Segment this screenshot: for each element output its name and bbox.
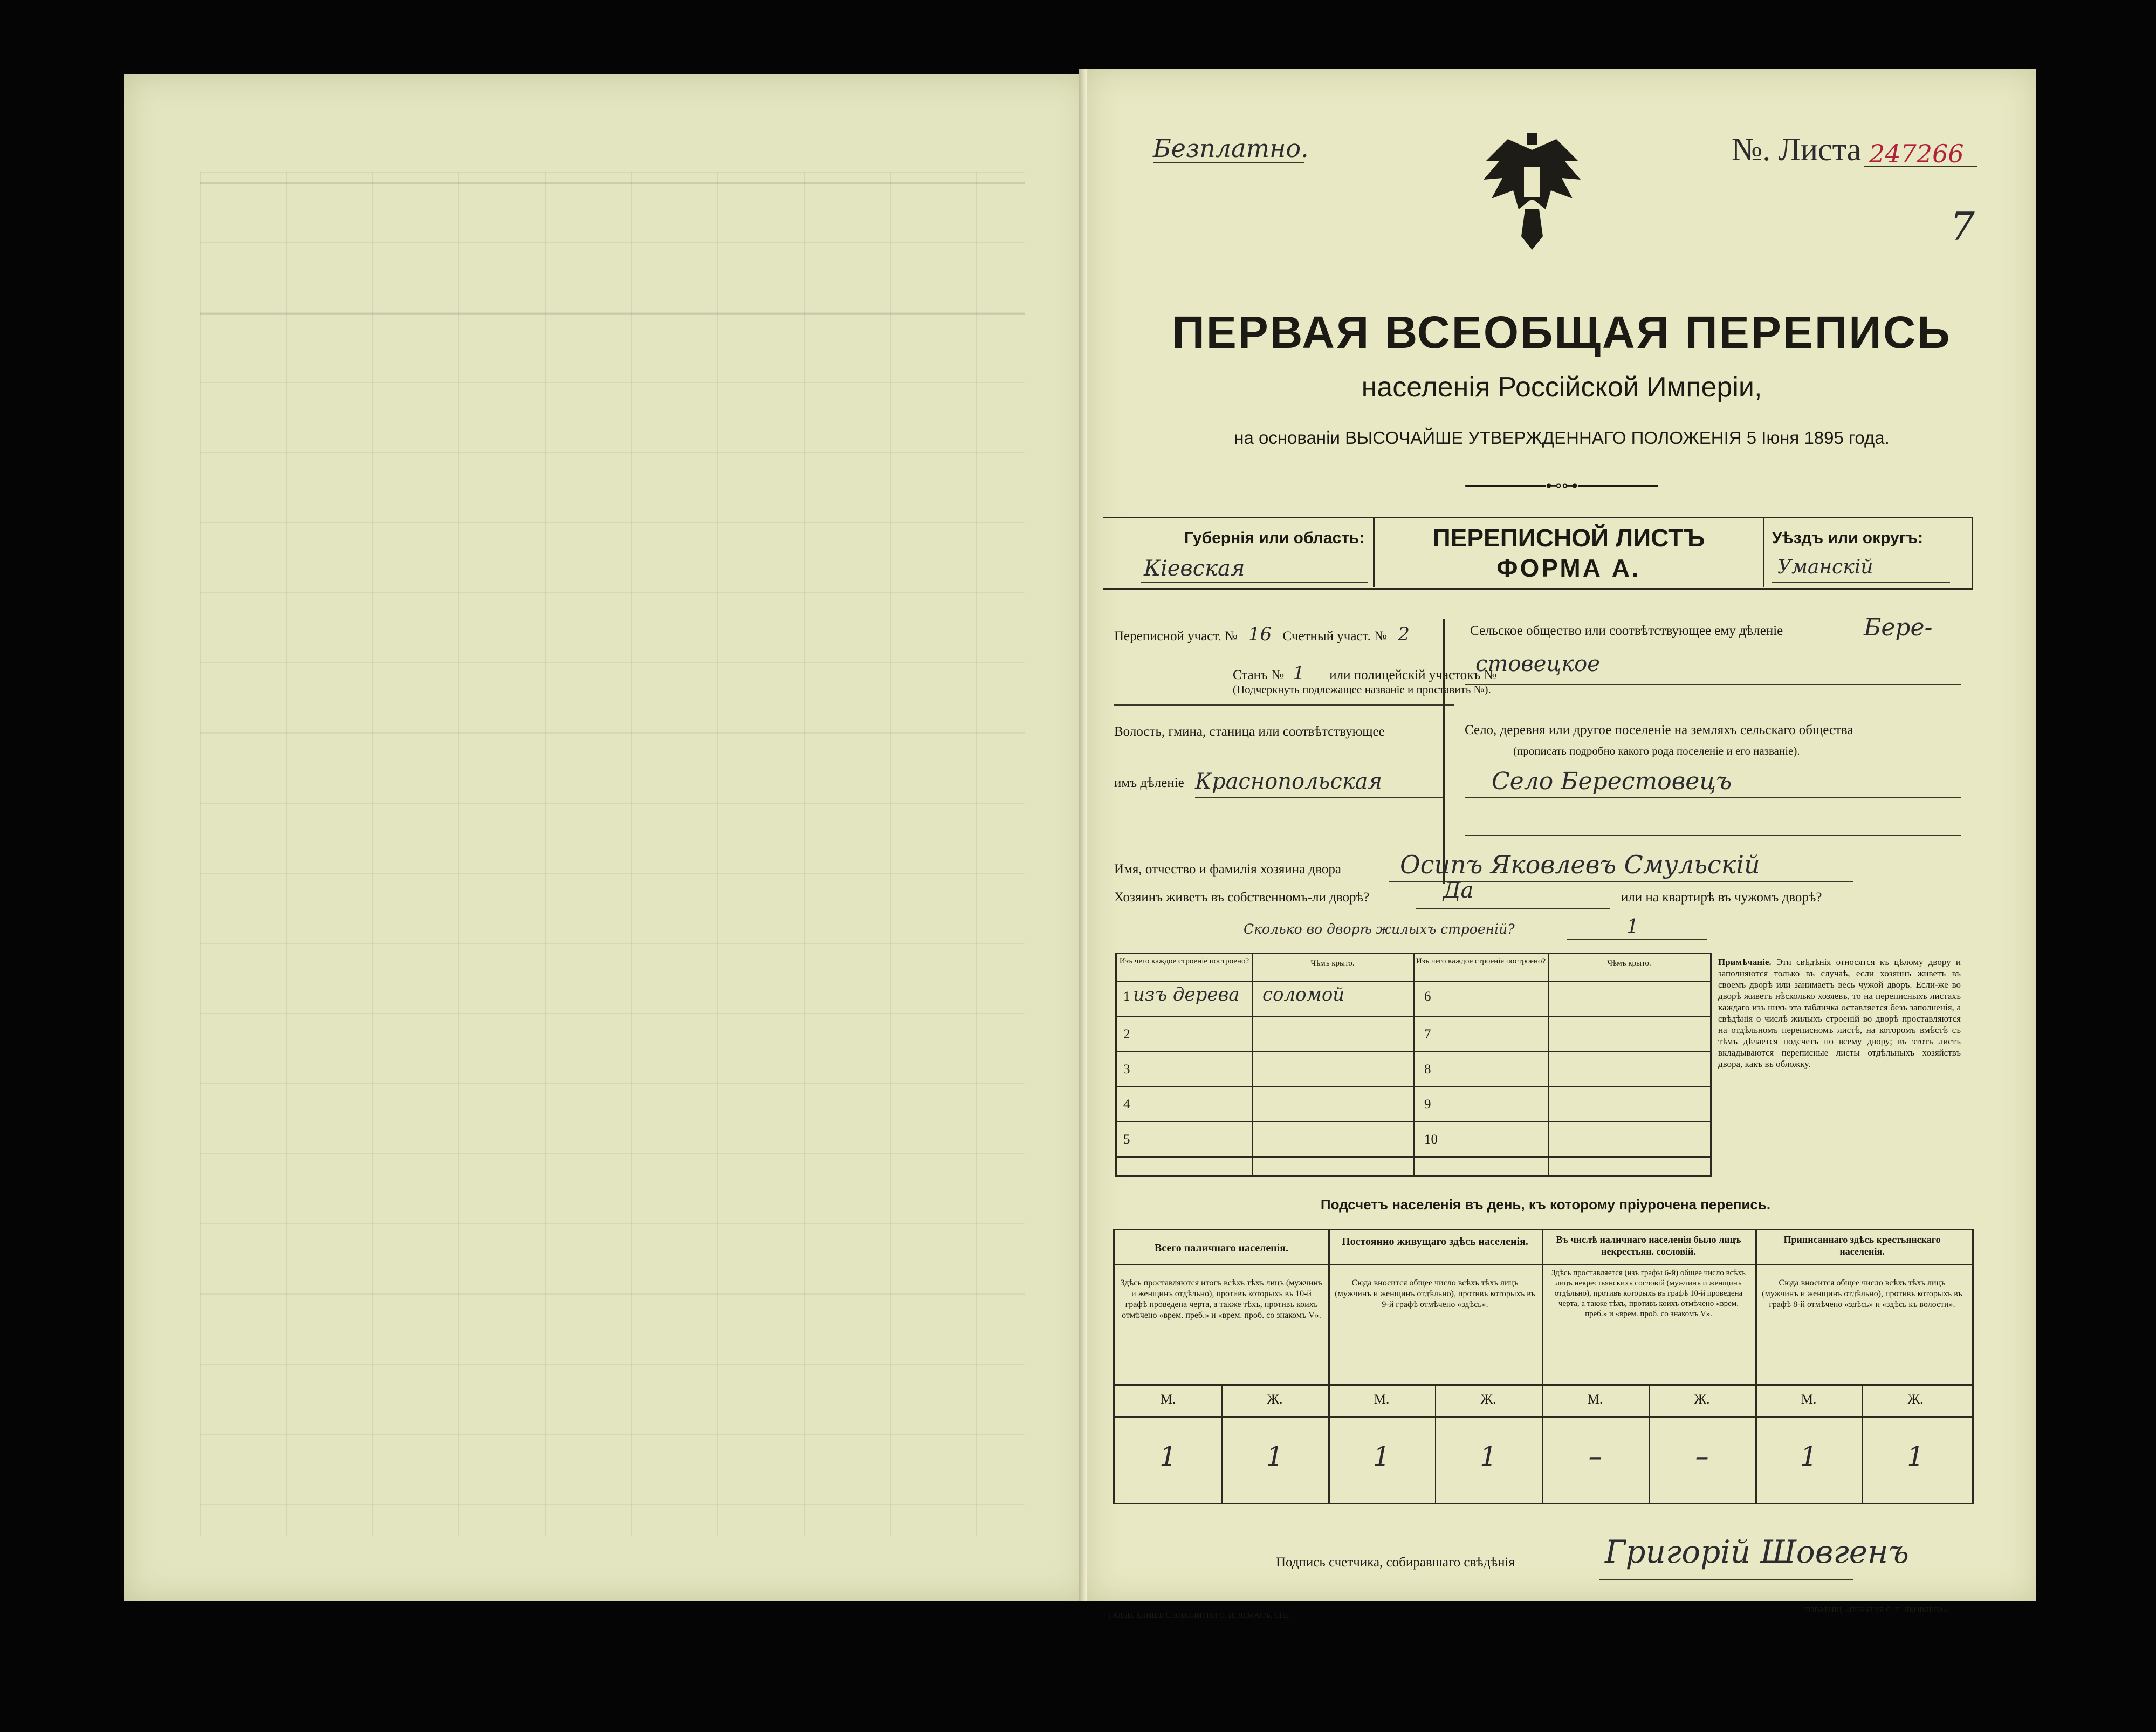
count-value: 1: [1159, 1441, 1177, 1472]
col-material-right: Изъ чего каждое строеніе построено?: [1416, 957, 1546, 966]
owner-label: Имя, отчество и фамилія хозяина двора: [1114, 862, 1341, 877]
count-table-title: Подсчетъ населенія въ день, къ которому пріурочена перепись.: [1320, 1196, 1771, 1213]
sheet-number-label: №. Листа: [1732, 132, 1862, 167]
uezd-label: Уѣздъ или округъ:: [1772, 529, 1924, 547]
gubernia-value: Кіевская: [1144, 556, 1245, 581]
buildings-label: Сколько во дворѣ жилыхъ строеній?: [1244, 921, 1515, 937]
count-col-head: Всего наличнаго населенія.: [1154, 1242, 1289, 1254]
census-subtitle: населенія Россійской Имперіи,: [1361, 372, 1762, 403]
count-table: [1113, 1229, 1974, 1504]
own-yard-value: Да: [1443, 878, 1474, 903]
row-number: 10: [1424, 1132, 1438, 1147]
female-label: Ж.: [1480, 1392, 1496, 1407]
census-form-page: [1087, 69, 2036, 1620]
corner-mark: 7: [1950, 204, 1975, 249]
signature-label: Подпись счетчика, собиравшаго свѣдѣнія: [1276, 1555, 1515, 1570]
count-value: 1: [1907, 1441, 1924, 1472]
census-title: ПЕРВАЯ ВСЕОБЩАЯ ПЕРЕПИСЬ: [1172, 307, 1952, 358]
form-title-box: [1373, 517, 1764, 587]
perepis-uchast-value: 16: [1248, 624, 1272, 645]
male-label: М.: [1587, 1392, 1603, 1407]
footer-right-print: ТОВАРИЩ. «ПЕЧАТНЯ С. П. ЯКОВЛЕВА».: [1804, 1606, 1950, 1614]
sheet-number-value: 247266: [1869, 139, 1964, 168]
row-material: изъ дерева: [1133, 984, 1240, 1005]
schetny-label: Счетный участ. №: [1282, 629, 1387, 643]
buildings-note: [1718, 956, 1961, 1070]
census-basis: на основаніи ВЫСОЧАЙШЕ УТВЕРЖДЕННАГО ПОЛОЖЕНІЯ 5 Іюня 1895 года.: [1234, 428, 1890, 448]
count-value: 1: [1373, 1441, 1390, 1472]
note-title: Примѣчаніе.: [1718, 957, 1772, 967]
form-name: ФОРМА А.: [1496, 554, 1641, 582]
row-number: 6: [1424, 989, 1431, 1004]
field-divider: [1443, 619, 1445, 884]
selskoe-value-1: Бере-: [1864, 614, 1933, 641]
uezd-value: Уманскій: [1777, 556, 1873, 578]
selo-note: (прописать подробно какого рода поселеніе и его названіе).: [1513, 744, 1800, 757]
selo-label: Село, деревня или другое поселеніе на земляхъ сельскаго общества: [1465, 723, 1853, 737]
own-yard-label: Хозяинъ живетъ въ собственномъ-ли дворѣ?: [1114, 890, 1370, 905]
selskoe-value-2: стовецкое: [1475, 652, 1600, 676]
row-number: 9: [1424, 1097, 1431, 1112]
form-title: ПЕРЕПИСНОЙ ЛИСТЪ: [1432, 524, 1705, 552]
female-label: Ж.: [1907, 1392, 1924, 1407]
row-number: 3: [1123, 1062, 1130, 1077]
col-material-left: Изъ чего каждое строеніе построено?: [1119, 957, 1249, 966]
form-header-box: [1103, 517, 1973, 590]
selskoe-label: Сельское общество или соотвѣтствующее ему дѣленіе: [1470, 624, 1783, 638]
count-col-desc: Здѣсь проставляется (изъ графы 6-й) общее число всѣхъ лицъ некрестьянскихъ сословій (мужчинъ и женщинъ отдѣльно), противъ которыхъ въ графѣ 10-й проведена черта, а также тѣхъ, противъ коихъ отмѣчено «врем. преб.» и «врем. проб. со знакомъ V».: [1551, 1269, 1746, 1318]
rented-label: или на квартирѣ въ чужомъ дворѣ?: [1621, 890, 1822, 905]
selo-value: Село Берестовецъ: [1492, 768, 1732, 795]
count-value: –: [1695, 1441, 1709, 1472]
underline-note: (Подчеркнуть подлежащее названіе и проставить №).: [1233, 683, 1491, 696]
stan-value: 1: [1293, 662, 1304, 684]
footer-left-print: ГАЛЬВ. КЛИШЕ СЛОВОЛИТНИ О. И. ЛЕМАНЪ, СПБ: [1109, 1612, 1289, 1620]
count-col-head: Въ числѣ наличнаго населенія было лицъ некрестьян. сословій.: [1556, 1234, 1741, 1257]
left-page: [124, 74, 1089, 1601]
count-value: 1: [1480, 1441, 1497, 1472]
owner-value: Осипъ Яковлевъ Смульскій: [1400, 850, 1760, 879]
volost-label-2: имъ дѣленіе: [1114, 776, 1184, 790]
volost-value: Краснопольская: [1195, 769, 1382, 794]
note-text: Эти свѣдѣнія относятся къ цѣлому двору и заполняются только въ случаѣ, если хозяинъ живетъ въ своемъ дворѣ или занимаетъ весь чужой дворъ. Если-же во дворѣ живетъ нѣсколько хозяевъ, то на переписныхъ листахъ каждаго изъ нихъ эта табличка оставляется безъ заполненія, а свѣдѣнія о числѣ жилыхъ строеній во дворѣ проставляются на отдѣльномъ переписномъ листѣ, на которомъ вмѣстѣ съ тѣмъ дѣлается подсчетъ по всему двору; въ этотъ листъ вкладываются переписные листы отдѣльныхъ хозяйствъ двора, какъ въ обложку.: [1718, 957, 1961, 1069]
col-roof-left: Чѣмъ крыто.: [1310, 959, 1355, 968]
volost-label-1: Волость, гмина, станица или соотвѣтствующее: [1114, 724, 1385, 739]
count-col-head: Приписаннаго здѣсь крестьянскаго населенія.: [1783, 1234, 1941, 1257]
free-label: Безплатно.: [1153, 134, 1309, 163]
count-value: 1: [1266, 1441, 1283, 1472]
female-label: Ж.: [1267, 1392, 1283, 1407]
count-col-desc: Сюда вносится общее число всѣхъ тѣхъ лицъ (мужчинъ и женщинъ отдѣльно), противъ которыхъ въ 9-й графѣ отмѣчено «здѣсь».: [1335, 1278, 1535, 1309]
row-roof: соломой: [1262, 984, 1345, 1005]
count-col-desc: Сюда вносится общее число всѣхъ тѣхъ лицъ (мужчинъ и женщинъ отдѣльно), противъ которыхъ въ графѣ 8-й отмѣчено «здѣсь» и «здѣсь къ волости».: [1762, 1278, 1962, 1309]
row-number: 7: [1424, 1027, 1431, 1042]
row-number: 8: [1424, 1062, 1431, 1077]
buildings-value: 1: [1626, 916, 1639, 938]
count-col-desc: Здѣсь проставляются итогъ всѣхъ тѣхъ лицъ (мужчинъ и женщинъ отдѣльно), противъ которыхъ въ 10-й графѣ проведена черта, а также тѣхъ, противъ коихъ отмѣчено «врем. преб.» и «врем. проб. со знакомъ V».: [1120, 1278, 1323, 1320]
count-value: –: [1588, 1441, 1602, 1472]
schetny-value: 2: [1398, 624, 1410, 645]
row-number: 2: [1123, 1027, 1130, 1042]
police-label: или полицейскій участокъ №: [1329, 668, 1497, 682]
row-number: 1: [1123, 989, 1130, 1004]
row-number: 5: [1123, 1132, 1130, 1147]
male-label: М.: [1160, 1392, 1176, 1407]
show-through-grid: [200, 172, 1025, 1536]
imperial-eagle-emblem: [1475, 128, 1589, 252]
perepis-uchast-label: Переписной участ. №: [1114, 629, 1238, 643]
signature-value: Григорій Шовгенъ: [1605, 1534, 1909, 1570]
buildings-table: [1115, 953, 1712, 1177]
count-col-head: Постоянно живущаго здѣсь населенія.: [1342, 1236, 1528, 1248]
male-label: М.: [1801, 1392, 1817, 1407]
female-label: Ж.: [1694, 1392, 1710, 1407]
ornament-divider: ───────⊷⊶───────: [1465, 477, 1658, 495]
gubernia-label: Губернія или область:: [1184, 529, 1365, 547]
row-number: 4: [1123, 1097, 1130, 1112]
male-label: М.: [1374, 1392, 1390, 1407]
count-value: 1: [1800, 1441, 1817, 1472]
col-roof-right: Чѣмъ крыто.: [1607, 959, 1651, 968]
stan-label: Станъ №: [1233, 668, 1285, 682]
